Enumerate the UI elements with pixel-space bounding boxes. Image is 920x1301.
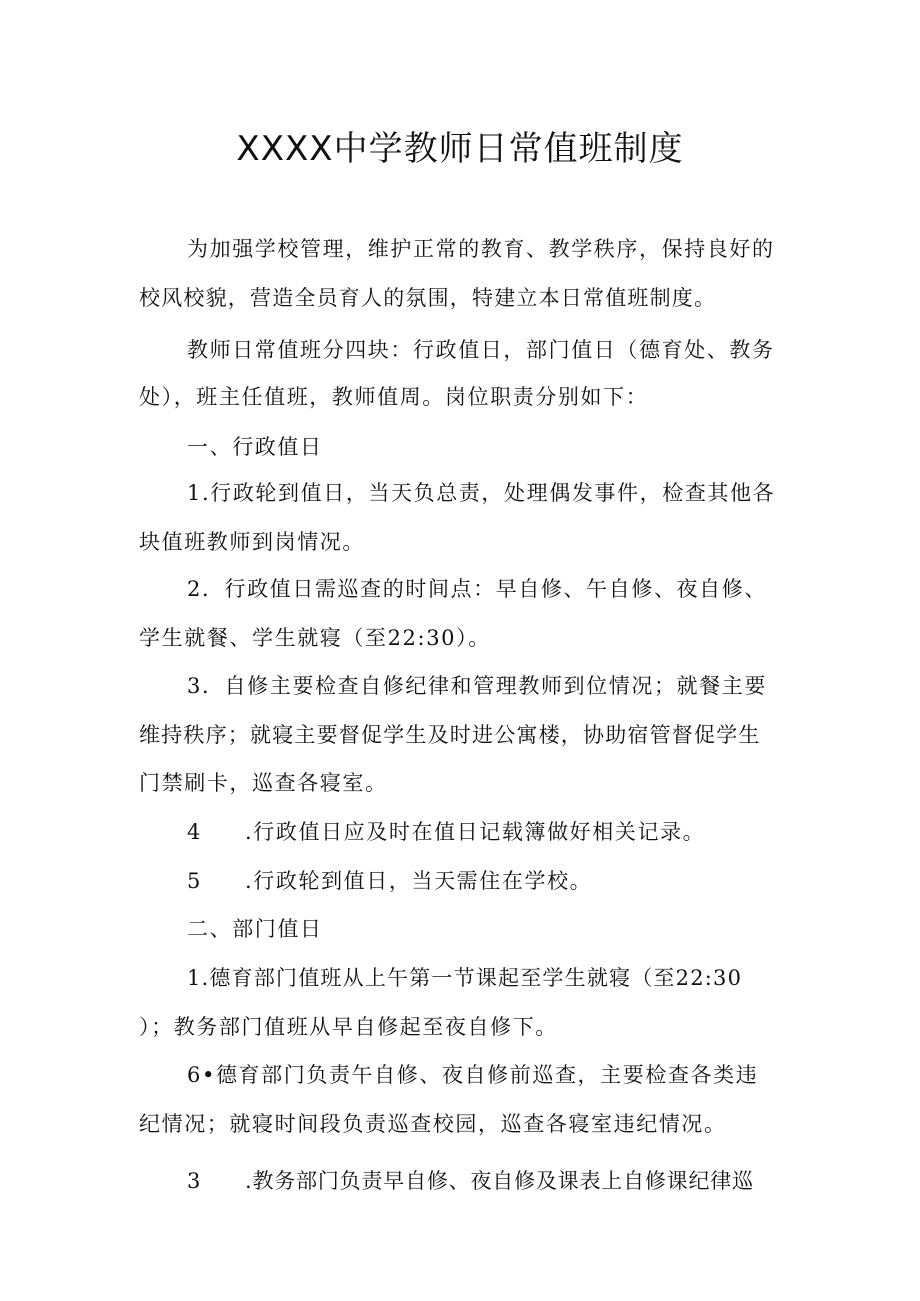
paragraph-line: 教师日常值班分四块：行政值日，部门值日（德育处、教务 (187, 338, 775, 362)
paragraph-line: 块值班教师到岗情况。 (139, 530, 365, 554)
page-title: XXXX中学教师日常值班制度 (236, 129, 684, 169)
paragraph-line: 6•德育部门负责午自修、夜自修前巡查，主要检查各类违 (187, 1063, 759, 1087)
paragraph-line: 2．行政值日需巡查的时间点：早自修、午自修、夜自修、 (187, 577, 767, 601)
section-heading: 二、部门值日 (187, 917, 323, 941)
paragraph-line: .行政轮到值日，当天需住在学校。 (245, 869, 593, 893)
paragraph-line: 校风校貌，营造全员育人的氛围，特建立本日常值班制度。 (139, 286, 717, 310)
paragraph-line: 1.德育部门值班从上午第一节课起至学生就寝（至22:30 (187, 966, 743, 990)
paragraph-line: 3．自修主要检查自修纪律和管理教师到位情况；就餐主要 (187, 674, 767, 698)
item-number: 3 (187, 1169, 202, 1193)
paragraph-line: .行政值日应及时在值日记载簿做好相关记录。 (245, 820, 706, 844)
paragraph-line: 维持秩序；就寝主要督促学生及时进公寓楼，协助宿管督促学生 (139, 723, 761, 747)
section-heading: 一、行政值日 (187, 435, 323, 459)
paragraph-line: 为加强学校管理，维护正常的教育、教学秩序，保持良好的 (187, 237, 775, 261)
paragraph-line: 处），班主任值班，教师值周。岗位职责分别如下： (139, 385, 649, 409)
paragraph-line: 门禁刷卡，巡查各寝室。 (139, 771, 388, 795)
paragraph-line: .教务部门负责早自修、夜自修及课表上自修课纪律巡 (245, 1169, 754, 1193)
paragraph-line: ）；教务部门值班从早自修起至夜自修下。 (139, 1015, 558, 1039)
paragraph-line: 纪情况；就寝时间段负责巡查校园，巡查各寝室违纪情况。 (139, 1112, 727, 1136)
item-number: 4 (187, 820, 202, 844)
item-number: 5 (187, 869, 202, 893)
paragraph-line: 1.行政轮到值日，当天负总责，处理偶发事件，检查其他各 (187, 481, 776, 505)
paragraph-line: 学生就餐、学生就寝（至22:30）。 (139, 626, 491, 650)
